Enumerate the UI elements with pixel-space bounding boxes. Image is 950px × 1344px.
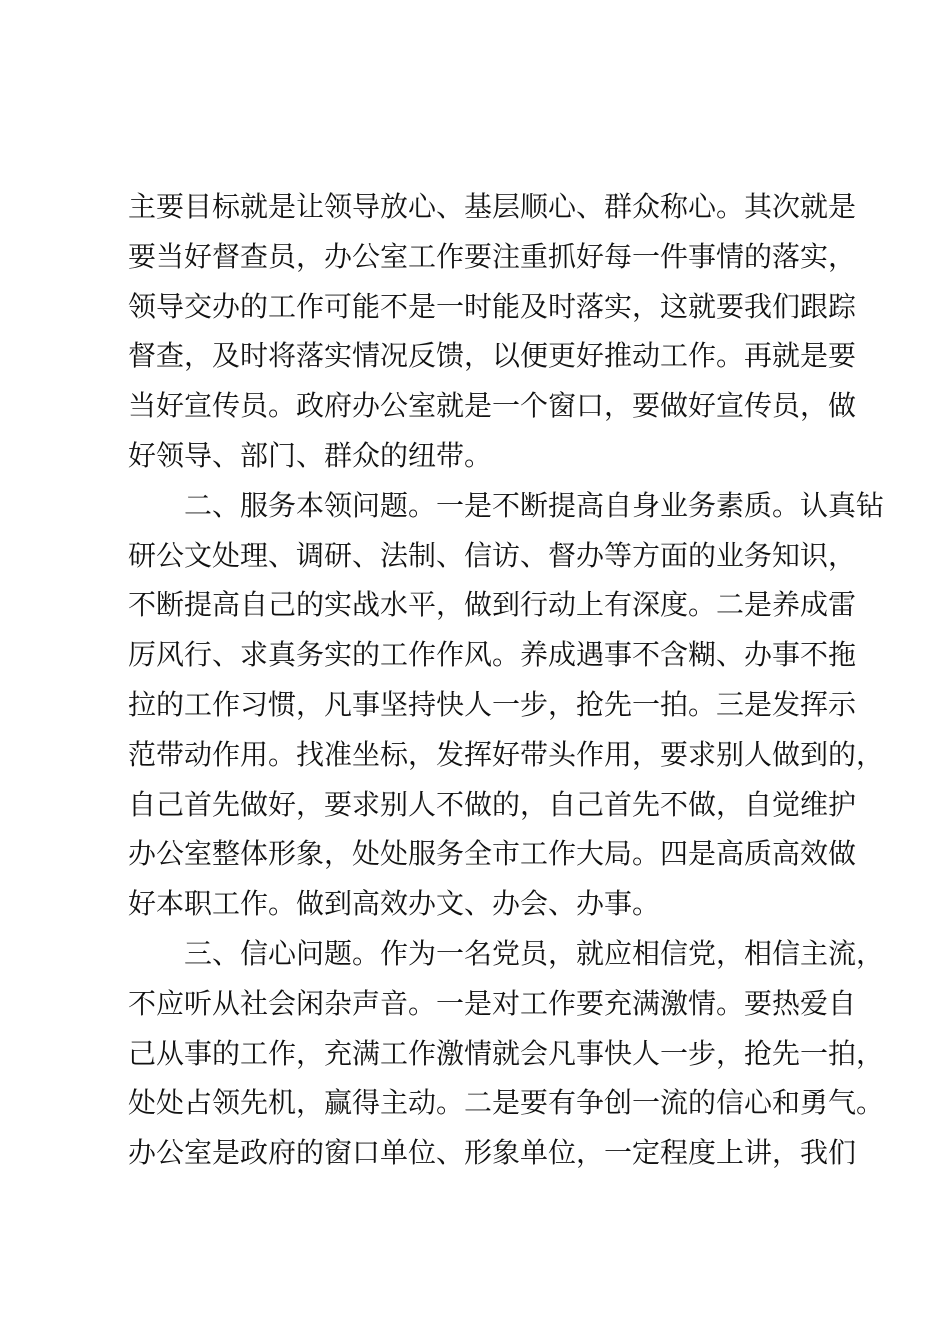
text-line: 主要目标就是让领导放心、基层顺心、群众称心。其次就是 (128, 190, 857, 223)
body-text (128, 182, 885, 1178)
text-line: 督查，及时将落实情况反馈，以便更好推动工作。再就是要 (128, 339, 857, 373)
text-line: 好本职工作。做到高效办文、办会、办事。 (128, 887, 661, 921)
text-line: 己从事的工作，充满工作激情就会凡事快人一步，抢先一拍， (128, 1036, 885, 1070)
text-line: 二、服务本领问题。一是不断提高自身业务素质。认真钻 (128, 488, 885, 522)
text-line: 领导交办的工作可能不是一时能及时落实，这就要我们跟踪 (128, 289, 857, 323)
text-line: 办公室是政府的窗口单位、形象单位，一定程度上讲，我们 (128, 1136, 857, 1170)
text-line: 处处占领先机，赢得主动。二是要有争创一流的信心和勇气。 (128, 1086, 885, 1120)
text-line: 当好宣传员。政府办公室就是一个窗口，要做好宣传员，做 (128, 389, 857, 423)
text-line: 好领导、部门、群众的纽带。 (128, 438, 493, 472)
text-line: 自己首先做好，要求别人不做的，自己首先不做，自觉维护 (128, 787, 857, 821)
text-line: 不应听从社会闲杂声音。一是对工作要充满激情。要热爱自 (128, 986, 857, 1020)
text-line: 厉风行、求真务实的工作作风。养成遇事不含糊、办事不拖 (128, 638, 857, 672)
text-line: 研公文处理、调研、法制、信访、督办等方面的业务知识， (128, 538, 857, 572)
text-line: 不断提高自己的实战水平，做到行动上有深度。二是养成雷 (128, 588, 857, 622)
text-line: 范带动作用。找准坐标，发挥好带头作用，要求别人做到的， (128, 737, 885, 771)
text-line: 拉的工作习惯，凡事坚持快人一步，抢先一拍。三是发挥示 (128, 687, 857, 721)
text-line: 要当好督查员，办公室工作要注重抓好每一件事情的落实， (128, 239, 857, 273)
text-line: 办公室整体形象，处处服务全市工作大局。四是高质高效做 (128, 837, 857, 871)
text-line: 三、信心问题。作为一名党员，就应相信党，相信主流， (128, 936, 885, 970)
